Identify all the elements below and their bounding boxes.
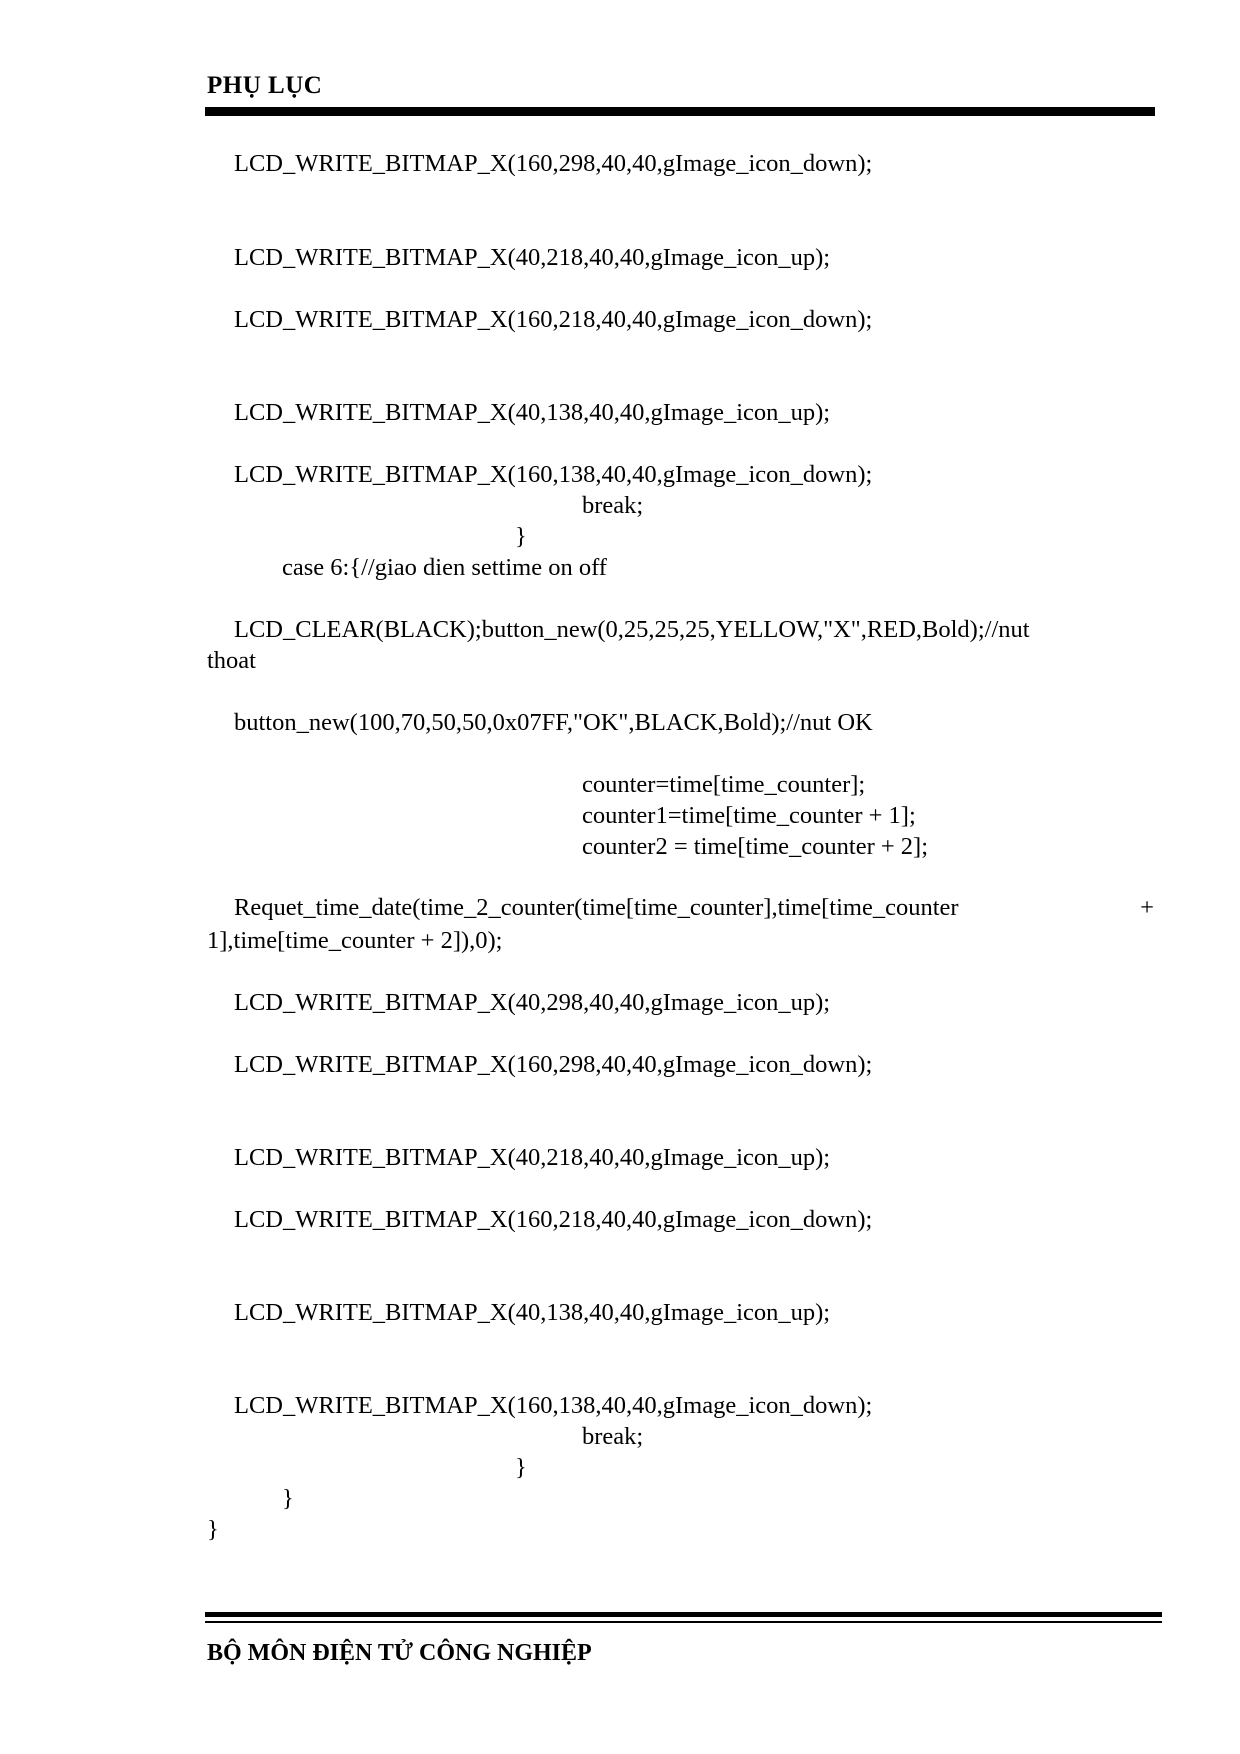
footer-divider-thin — [205, 1621, 1162, 1623]
code-line: LCD_WRITE_BITMAP_X(160,298,40,40,gImage_icon_down); — [234, 150, 873, 177]
code-line: LCD_WRITE_BITMAP_X(160,218,40,40,gImage_icon_down); — [234, 1206, 873, 1233]
code-line: LCD_WRITE_BITMAP_X(40,298,40,40,gImage_icon_up); — [234, 989, 831, 1016]
code-line: break; — [582, 1423, 644, 1450]
code-line: LCD_WRITE_BITMAP_X(160,218,40,40,gImage_icon_down); — [234, 306, 873, 333]
code-line: } — [515, 1454, 527, 1481]
code-line: } — [515, 523, 527, 550]
code-line: break; — [582, 492, 644, 519]
code-line: button_new(100,70,50,50,0x07FF,"OK",BLACK,Bold);//nut OK — [234, 709, 873, 736]
code-line: } — [282, 1485, 294, 1512]
code-line: Requet_time_date(time_2_counter(time[time_counter],time[time_counter — [234, 894, 959, 921]
code-line: counter=time[time_counter]; — [582, 771, 866, 798]
code-line: } — [207, 1516, 219, 1543]
code-line: case 6:{//giao dien settime on off — [282, 554, 607, 581]
code-line: counter1=time[time_counter + 1]; — [582, 802, 916, 829]
code-line: LCD_CLEAR(BLACK);button_new(0,25,25,25,YELLOW,"X",RED,Bold);//nut — [234, 616, 1030, 643]
code-line: thoat — [207, 647, 256, 674]
code-line: LCD_WRITE_BITMAP_X(160,298,40,40,gImage_icon_down); — [234, 1051, 873, 1078]
header-divider — [205, 107, 1155, 116]
code-line: LCD_WRITE_BITMAP_X(160,138,40,40,gImage_icon_down); — [234, 1392, 873, 1419]
code-line: LCD_WRITE_BITMAP_X(40,138,40,40,gImage_icon_up); — [234, 1299, 831, 1326]
footer-divider-thick — [205, 1612, 1162, 1617]
code-line: counter2 = time[time_counter + 2]; — [582, 833, 929, 860]
code-line: LCD_WRITE_BITMAP_X(40,138,40,40,gImage_icon_up); — [234, 399, 831, 426]
code-line: 1],time[time_counter + 2]),0); — [207, 927, 503, 954]
footer-title: BỘ MÔN ĐIỆN TỬ CÔNG NGHIỆP — [207, 1640, 592, 1666]
header-title: PHỤ LỤC — [207, 72, 323, 99]
code-line: + — [1140, 894, 1154, 921]
justified-code-line — [234, 894, 1154, 924]
code-line: LCD_WRITE_BITMAP_X(160,138,40,40,gImage_icon_down); — [234, 461, 873, 488]
code-line: LCD_WRITE_BITMAP_X(40,218,40,40,gImage_icon_up); — [234, 1144, 831, 1171]
code-line: LCD_WRITE_BITMAP_X(40,218,40,40,gImage_icon_up); — [234, 244, 831, 271]
